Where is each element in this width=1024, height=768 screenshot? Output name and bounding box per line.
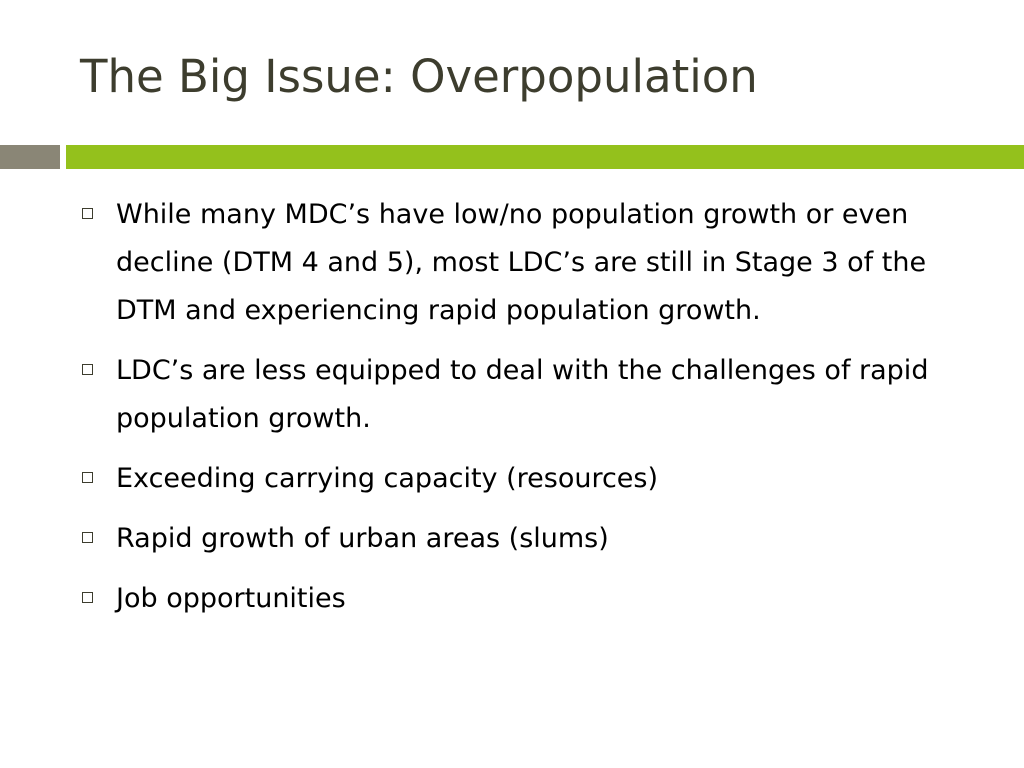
bullet-item [82,191,982,335]
square-bullet-icon [82,364,93,375]
bullet-list [82,191,982,635]
square-bullet-icon [82,472,93,483]
bullet-text: LDC’s are less equipped to deal with the challenges of rapid population growth. [116,355,929,434]
bullet-text: Exceeding carrying capacity (resources) [116,463,659,494]
bullet-item [82,455,982,503]
bullet-item [82,575,982,623]
bullet-text: Rapid growth of urban areas (slums) [116,523,609,554]
title-divider-gray-block [0,145,60,169]
square-bullet-icon [82,208,93,219]
square-bullet-icon [82,592,93,603]
bullet-item [82,515,982,563]
square-bullet-icon [82,532,93,543]
bullet-text: While many MDC’s have low/no population growth or even decline (DTM 4 and 5), most LDC’s are still in Stage 3 of the DTM and experiencing rapid population growth. [116,199,927,326]
bullet-text: Job opportunities [116,583,346,614]
bullet-item [82,347,982,443]
slide-title: The Big Issue: Overpopulation [80,50,758,103]
title-divider-green-bar [66,145,1024,169]
